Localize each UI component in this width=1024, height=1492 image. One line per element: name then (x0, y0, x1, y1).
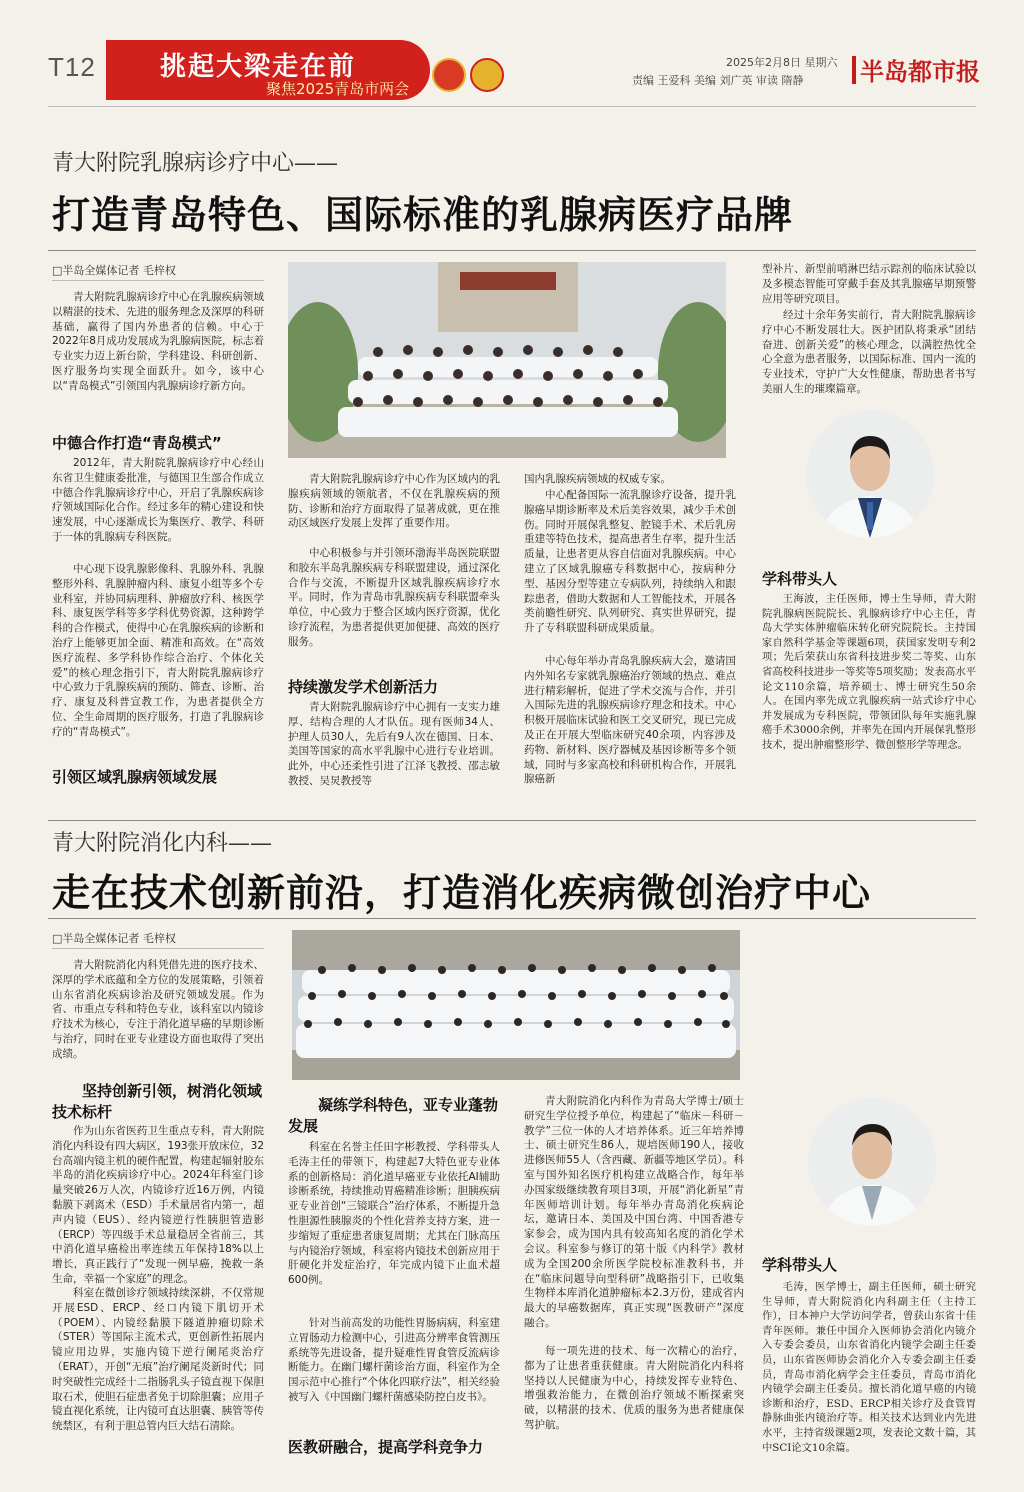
article1-col3-p0: 国内乳腺疾病领域的权威专家。 (524, 473, 671, 485)
breast-center-team-photo (288, 262, 726, 458)
article1-leader-title: 学科带头人 (762, 570, 838, 588)
banner-subtitle: 聚焦2025青岛市两会 (266, 80, 410, 98)
article2-section1-title: 坚持创新引领，树消化领域技术标杆 (52, 1082, 263, 1121)
article2-byline: □半岛全媒体记者 毛梓权 (52, 932, 176, 945)
gastro-team-photo (292, 930, 740, 1080)
article2-section2-title: 凝练学科特色，亚专业蓬勃发展 (288, 1096, 499, 1135)
article2-section1-p2: 科室在微创诊疗领域持续深耕，不仅常规开展ESD、ERCP、经口内镜下肌切开术（POEM）、内镜经黏膜下隧道肿瘤切除术（STER）等国际主流术式，更创新性拓展内镜应用边界，实施内镜下逆行阑尾炎治疗（ERAT），开创“无痕”治疗阑尾炎新时代；同时突破性完成经十二指肠乳头子镜直视下保胆取石术，使胆石症患者免于切除胆囊；应用子镜直视化系统，让内镜可直达胆囊、胰管等传统禁区，有利于胆总管内巨大结石清除。 (52, 1287, 264, 1433)
article2-leader-title: 学科带头人 (762, 1256, 838, 1274)
article1-col3-p2: 中心每年举办青岛乳腺疾病大会，邀请国内外知名专家就乳腺癌治疗领域的热点、难点进行精彩解析，促进了学术交流与合作，并引入国际先进的乳腺疾病诊疗理念和技术。中心积极开展临床试验和医工交叉研究，现已完成及正在开展大型临床研究40余项，内容涉及药物、新材料、医疗器械及基因诊断等多个领域，同时与多家高校和科研机构合作，开展乳腺癌新 (524, 655, 736, 786)
article2-headline: 走在技术创新前沿，打造消化疾病微创治疗中心 (52, 871, 872, 915)
page-number: T12 (48, 52, 96, 82)
article1-col2-p3: 青大附院乳腺病诊疗中心拥有一支实力雄厚、结构合理的人才队伍。现有医师34人、护理人员30人，先后有9人次在德国、日本、美国等国家的高水平乳腺中心进行专业培训。此外，中心还柔性引进了江泽飞教授、邵志敏教授、吴炅教授等 (288, 701, 500, 787)
section-divider (48, 820, 976, 821)
article1-intro: 青大附院乳腺病诊疗中心在乳腺疾病领域以精湛的技术、先进的服务理念及深厚的科研基础，赢得了国内外患者的信赖。中心于2022年8月成功发展成为乳腺病医院，标志着专业实力迈上新台阶，学科建设、科研创新、医疗服务均实现全面跃升。如今，该中心以“青岛模式”引领国内乳腺病诊疗新方向。 (52, 291, 264, 392)
article2-col2-p1: 科室在名誉主任田字彬教授、学科带头人毛涛主任的带领下，构建起7大特色亚专业体系的创新格局：消化道早癌亚专业依托AI辅助诊断系统，持续推动胃癌精准诊断；胆胰疾病亚专业首创“三镜联合”治疗体系，不断提升急性胆源性胰腺炎的个性化营养支持方案，进一步缩短了重症患者康复周期；尤其在门脉高压与内镜治疗领域，科室将内镜技术创新应用于肝硬化并发症治疗，年完成内镜下止血术超600例。 (288, 1141, 500, 1287)
article2-intro: 青大附院消化内科凭借先进的医疗技术、深厚的学术底蕴和全方位的发展策略，引领着山东省消化疾病诊治及研究领域发展。作为省、市重点专科和特色专业，该科室以内镜诊疗技术为核心，专注于消化道早癌的早期诊断与治疗，同时在亚专业建设方面也取得了突出成绩。 (52, 959, 264, 1060)
national-emblem-icon (432, 58, 466, 92)
banner-title: 挑起大梁走在前 (160, 52, 357, 82)
article2-section1-p1: 作为山东省医药卫生重点专科，青大附院消化内科设有四大病区，193张开放床位，32台高端内镜主机的硬件配置，构建起辐射胶东半岛的消化疾病诊疗中心。2024年科室门诊量突破26万人次，内镜诊疗近16万例，内镜黏膜下剥离术（ESD）手术量居省内第一，超声内镜（EUS）、经内镜逆行性胰胆管造影（ERCP）等四级手术总量稳居全省前三，其中消化道早癌检出率连续五年保持18%以上增长，真正践行了“发现一例早癌，挽救一条生命，幸福一个家庭”的理念。 (52, 1125, 264, 1285)
article1-section2-title: 引领区域乳腺病领域发展 (52, 768, 218, 786)
leader-portrait-wang (806, 410, 934, 538)
article1-col3-p1: 中心配备国际一流乳腺诊疗设备，提升乳腺癌早期诊断率及术后美容效果，减少手术创伤。同时开展保乳整复、腔镜手术、术后乳房重建等特色技术，提高患者生存率，提升生活质量，让患者更从容自信面对乳腺疾病。中心建立了区域乳腺癌专科数据中心，按病种分型、基因分型等建立专病队列，持续纳入和跟踪患者，借助大数据和人工智能技术，开展各类前瞻性研究、队列研究、真实世界研究，提升了专科联盟科研成果质量。 (524, 489, 736, 635)
article1-leader-bio: 王海波，主任医师，博士生导师，青大附院乳腺病医院院长、乳腺病诊疗中心主任，青岛大学实体肿瘤临床转化研究院院长。主持国家自然科学基金等课题6项，获国家发明专利2项；先后荣获山东省科技进步奖二等奖、山东省高校科技进步一等奖等5项奖励；发表高水平论文110余篇，培养硕士、博士研究生50余人。在国内率先成立乳腺疾病一站式诊疗中心并发展成为专科医院，带领团队每年实施乳腺癌手术3000余例，并率先在国内开展保乳整形技术，提出肿瘤整形学、微创整形学等理念。 (762, 593, 976, 751)
article2-col3-p2: 每一项先进的技术、每一次精心的治疗，都为了让患者重获健康。青大附院消化内科将坚持以人民健康为中心，持续发挥专业特色、增强救治能力，在微创治疗领域不断探索突破，以精湛的技术、优质的服务为患者健康保驾护航。 (524, 1345, 744, 1431)
article1-col2-p1: 青大附院乳腺病诊疗中心作为区域内的乳腺疾病领域的领航者，不仅在乳腺疾病的预防、诊断和治疗方面取得了显著成就，更在推动区域医疗发展上发挥了重要作用。 (288, 473, 500, 530)
article2-rule (48, 918, 976, 919)
article2-section3-title: 医教研融合，提高学科竞争力 (288, 1438, 484, 1456)
newspaper-logo: 半岛都市报 (860, 57, 980, 86)
header-rule (48, 106, 976, 107)
editor-credits: 责编 王爱科 美编 刘广英 审读 隋静 (632, 74, 804, 87)
byline-rule (52, 280, 264, 281)
article1-col4-p1: 型补片、新型前哨淋巴结示踪剂的临床试验以及多模态智能可穿戴手套及其乳腺癌早期预警应用等研究项目。 (762, 263, 976, 305)
article1-col2-p2: 中心积极参与并引领环渤海半岛医院联盟和胶东半岛乳腺疾病专科联盟建设，通过深化合作与交流，不断提升区域乳腺疾病诊疗水平。同时，作为青岛市乳腺疾病专科联盟牵头单位，中心致力于整合区域内医疗资源，优化诊疗流程，为患者提供更加便捷、高效的医疗服务。 (288, 547, 500, 648)
article1-section1-p1: 2012年，青大附院乳腺病诊疗中心经山东省卫生健康委批准，与德国卫生部合作成立中德合作乳腺病诊疗中心，开启了乳腺疾病诊疗领域国际化合作。经过多年的精心建设和快速发展，中心逐渐成长为集医疗、教学、科研于一体的乳腺病专科医院。 (52, 457, 264, 543)
article1-col4-p2: 经过十余年务实前行，青大附院乳腺病诊疗中心不断发展壮大。医护团队将秉承“团结奋进、创新关爱”的核心理念，以满腔热忱全心全意为患者服务，以国际标准、国内一流的专业技术，守护广大女性健康，帮助患者书写美丽人生的璀璨篇章。 (762, 309, 976, 395)
party-emblem-icon (470, 58, 504, 92)
article1-byline: □半岛全媒体记者 毛梓权 (52, 264, 176, 277)
leader-portrait-mao (808, 1098, 936, 1226)
logo-divider (852, 56, 856, 84)
article1-section1-p2: 中心现下设乳腺影像科、乳腺外科、乳腺整形外科、乳腺肿瘤内科、康复小组等多个专业科室，并协同病理科、肿瘤放疗科、核医学科、康复医学科等多学科优势资源，这种跨学科的合作模式，使得中心在乳腺疾病的诊断和治疗上能够更加全面、精准和高效。在“高效医疗流程、多学科协作综合治疗、个体化关爱”的核心理念指引下，青大附院乳腺病诊疗中心致力于乳腺疾病的预防、筛查、诊断、治疗、康复及科普宣教工作，为患者提供全方位、全生命周期的医疗服务，打造了乳腺病诊疗的“青岛模式”。 (52, 563, 264, 738)
article2-col3-p1: 青大附院消化内科作为青岛大学博士/硕士研究生学位授予单位，构建起了“临床－科研－教学”三位一体的人才培养体系。近三年培养博士、硕士研究生86人，规培医师190人，接收进修医师55人（含西藏、新疆等地区学员）。科室与国外知名医疗机构建立战略合作，每年举办国家级继续教育项目3项，开展“消化新星”青年医师培训计划。每年举办青岛消化疾病论坛，邀请日本、美国及中国台湾、中国香港专家参会，成为国内具有较高知名度的消化学术会议。科室参与修订的第十版《内科学》教材成为全国200余所医学院校标准教科书，并在“临床问题导向型科研”战略指引下，已收集生物样本库消化道肿瘤标本2.3万份，建成省内最大的早癌数据库，真正实现“医教研产”深度融合。 (524, 1095, 744, 1329)
byline2-rule (52, 948, 264, 949)
article1-headline: 打造青岛特色、国际标准的乳腺病医疗品牌 (52, 193, 794, 237)
article2-col2-p2: 针对当前高发的功能性胃肠病病，科室建立胃肠动力检测中心，引进高分辨率食管测压系统等先进设备，提升疑难性胃食管反流病诊断能力。在幽门螺杆菌诊治方面，科室作为全国示范中心推行“个体化四联疗法”，相关经验被写入《中国幽门螺杆菌感染防控白皮书》。 (288, 1317, 500, 1403)
article1-rule (48, 250, 976, 251)
issue-date: 2025年2月8日 星期六 (726, 56, 838, 69)
article2-kicker: 青大附院消化内科—— (52, 831, 273, 856)
article1-section1-title: 中德合作打造“青岛模式” (52, 434, 222, 452)
article1-section3-title: 持续激发学术创新活力 (288, 678, 439, 696)
article2-leader-bio: 毛涛，医学博士，副主任医师，硕士研究生导师，青大附院消化内科副主任（主持工作），日本神户大学访问学者，曾获山东省十佳青年医师。兼任中国介入医师协会消化内镜介入专委会委员，山东省消化内镜学会副主任委员，山东省医师协会消化介入专委会副主任委员，青岛市消化病学会主任委员，青岛市消化内镜学会副主任委员。擅长消化道早癌的内镜诊断和治疗，ESD、ERCP相关诊疗及食管胃静脉曲张内镜治疗等。相关技术达到业内先进水平，主持省级课题2项，发表论文数十篇，其中SCI论文10余篇。 (762, 1281, 976, 1454)
article1-kicker: 青大附院乳腺病诊疗中心—— (52, 151, 339, 176)
